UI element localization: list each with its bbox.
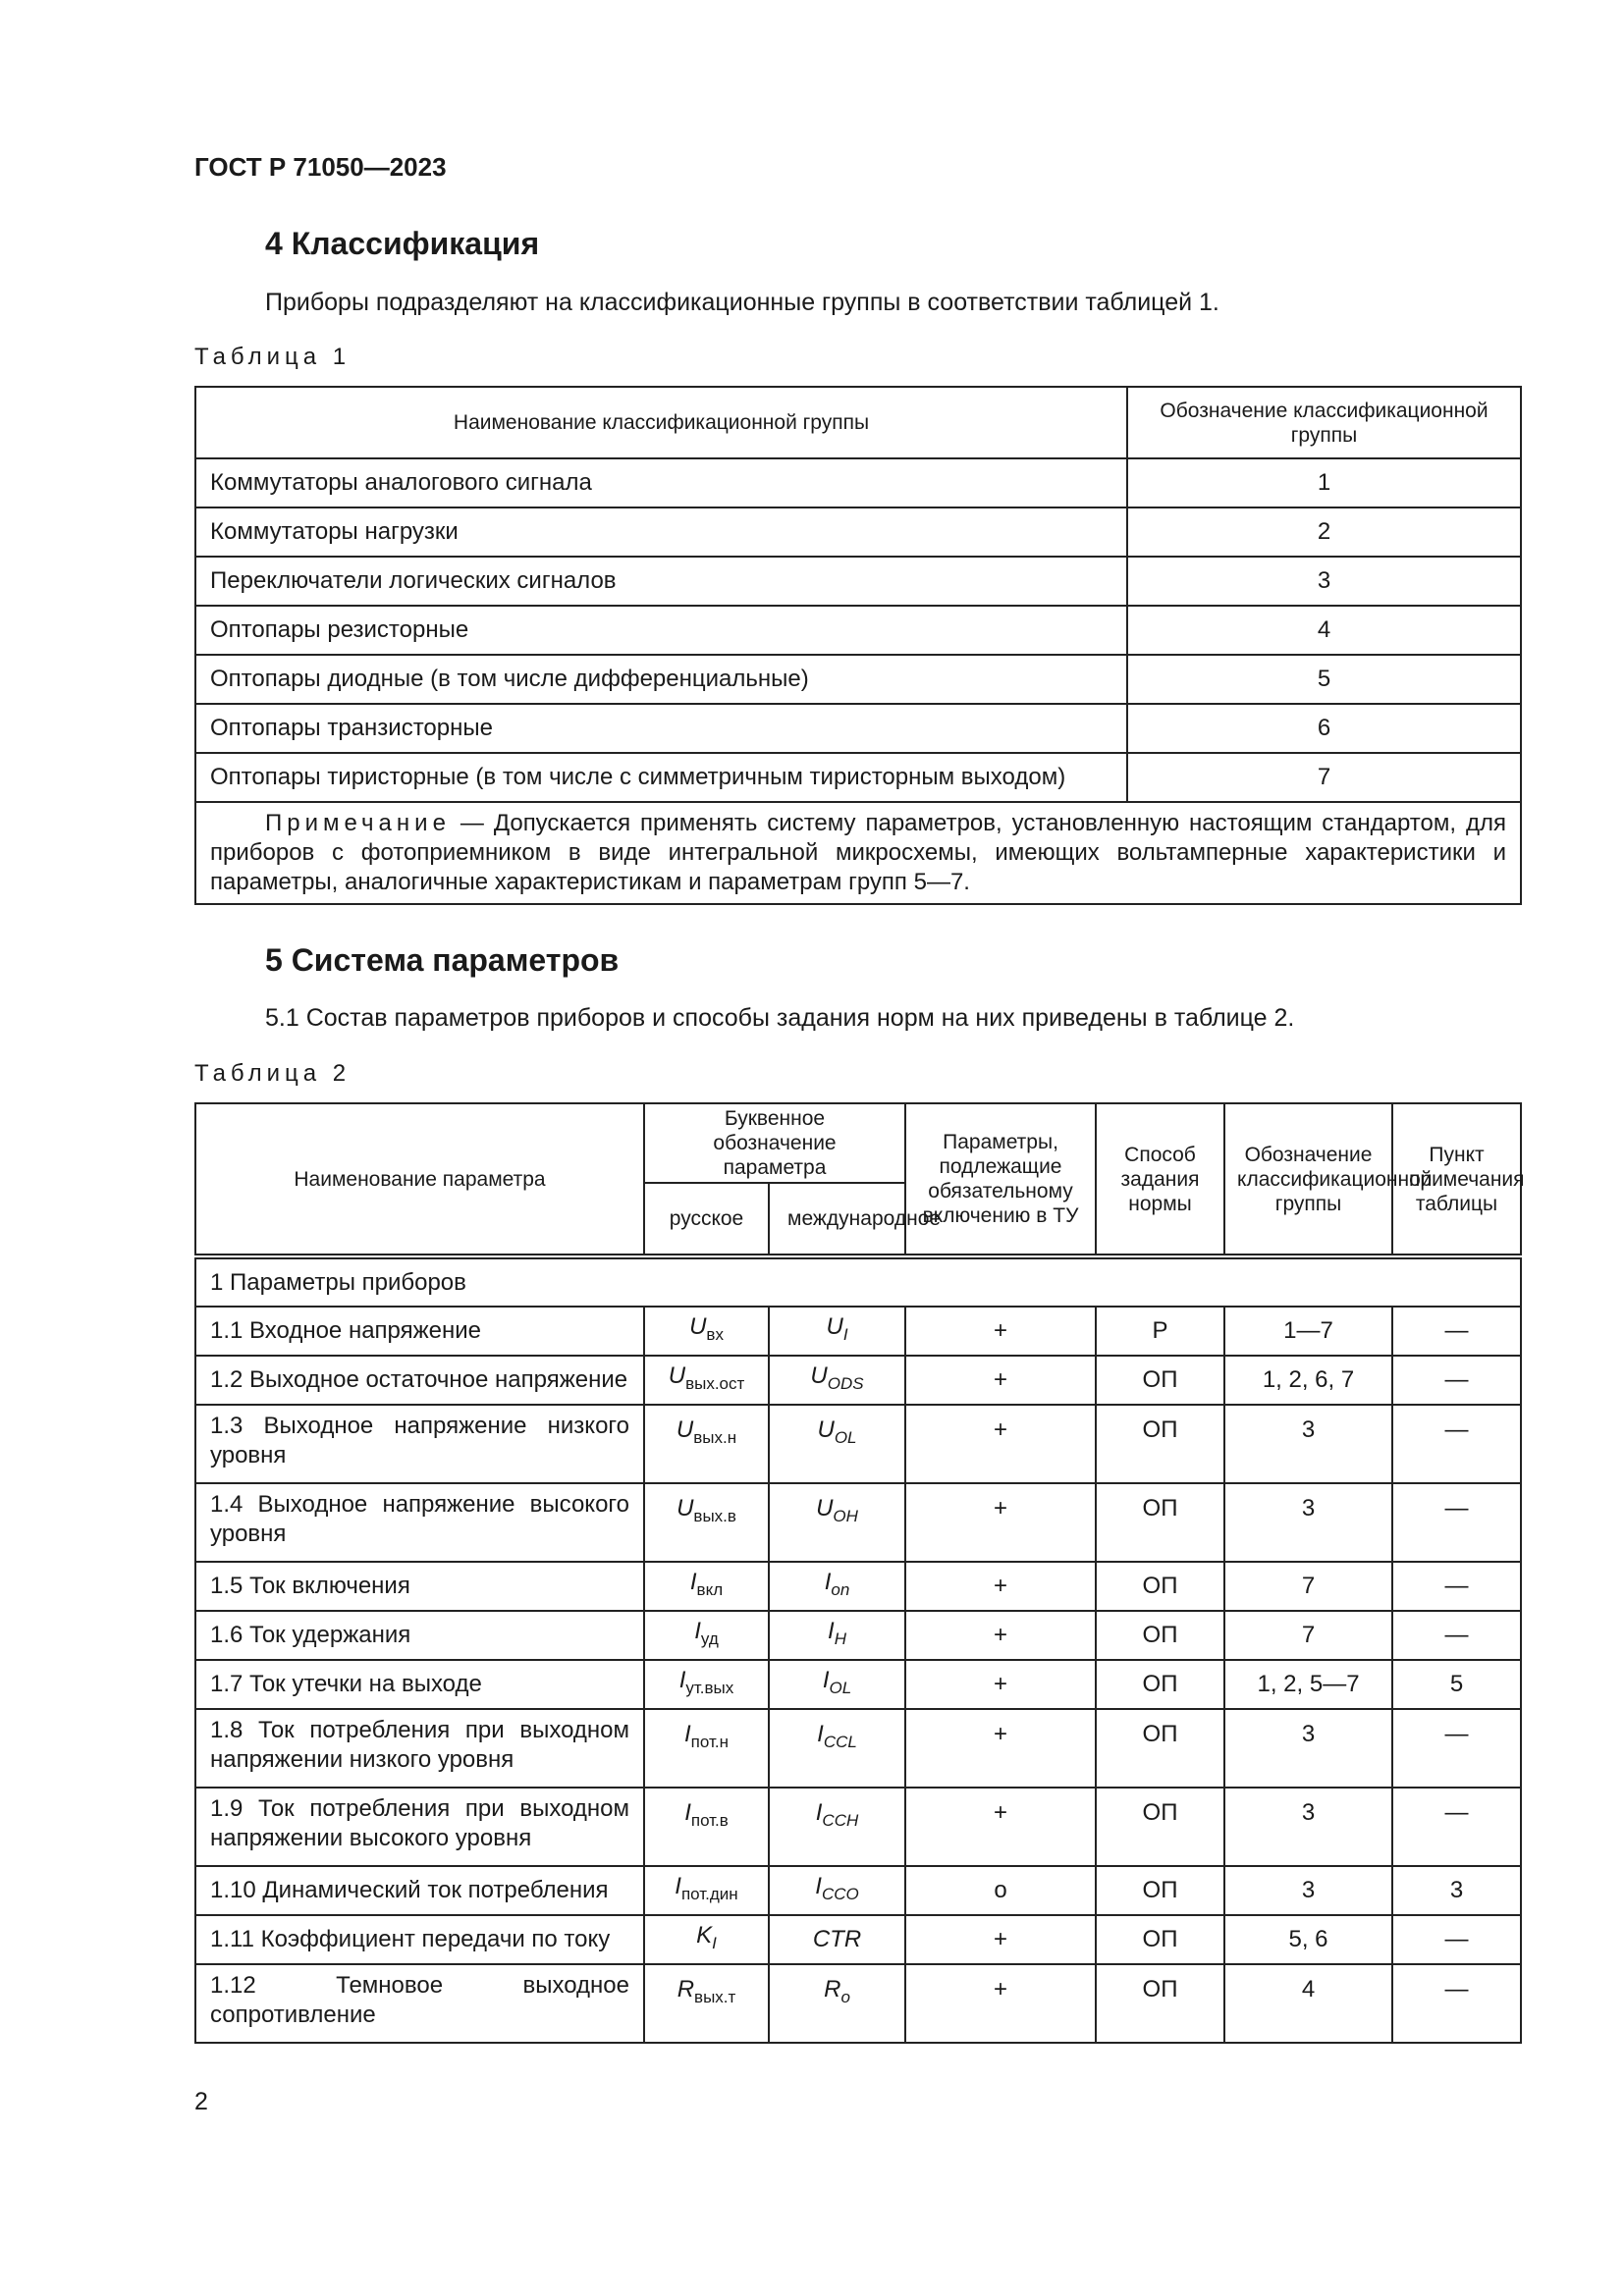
mandatory-mark: +	[905, 1788, 1096, 1866]
classification-group: 7	[1224, 1562, 1392, 1611]
note-reference: —	[1392, 1709, 1521, 1788]
parameter-name: 1.8 Ток потребления при выходном напряжении низкого уровня	[195, 1709, 644, 1788]
group-code: 2	[1127, 507, 1521, 557]
parameter-name: 1.12 Темновое выходное сопротивление	[195, 1964, 644, 2043]
norm-method: Р	[1096, 1307, 1224, 1356]
note-reference: —	[1392, 1611, 1521, 1660]
russian-symbol-letter: U	[689, 1313, 707, 1340]
table-1-caption: Таблица 1	[194, 344, 352, 370]
table-1-row	[195, 458, 1521, 507]
section-4-title: 4 Классификация	[265, 226, 540, 261]
mandatory-mark: +	[905, 1660, 1096, 1709]
intl-symbol-subscript: CCO	[821, 1885, 859, 1903]
norm-method: ОП	[1096, 1483, 1224, 1562]
classification-group: 3	[1224, 1788, 1392, 1866]
mandatory-mark: +	[905, 1405, 1096, 1483]
table-1-row	[195, 704, 1521, 753]
international-symbol	[769, 1562, 905, 1611]
group-name: Оптопары тиристорные (в том числе с симметричным тиристорным выходом)	[195, 753, 1127, 802]
table-2-row	[195, 1405, 1521, 1483]
norm-method: ОП	[1096, 1709, 1224, 1788]
russian-symbol	[644, 1964, 769, 2043]
russian-symbol-letter: K	[696, 1922, 713, 1949]
parameter-name: 1.9 Ток потребления при выходном напряжении высокого уровня	[195, 1788, 644, 1866]
group-name: Оптопары транзисторные	[195, 704, 1127, 753]
international-symbol	[769, 1709, 905, 1788]
intl-symbol-letter: U	[816, 1495, 834, 1522]
international-symbol	[769, 1307, 905, 1356]
note-reference: —	[1392, 1405, 1521, 1483]
russian-symbol-subscript: пот.в	[690, 1811, 729, 1830]
intl-symbol-subscript: OL	[829, 1679, 852, 1697]
header-international: международное	[769, 1183, 905, 1256]
table-1-header-name: Наименование классификационной группы	[195, 387, 1127, 458]
russian-symbol	[644, 1611, 769, 1660]
header-note: Пункт примечания таблицы	[1392, 1103, 1521, 1256]
intl-symbol-letter: I	[815, 1799, 823, 1826]
intl-symbol-subscript: I	[842, 1325, 848, 1344]
table-2-row	[195, 1307, 1521, 1356]
russian-symbol-subscript: вх	[706, 1325, 724, 1344]
intl-symbol-subscript: ODS	[827, 1374, 864, 1393]
table-2-row	[195, 1964, 1521, 2043]
parameter-name: 1.11 Коэффициент передачи по току	[195, 1915, 644, 1964]
table-2-row	[195, 1915, 1521, 1964]
mandatory-mark: +	[905, 1307, 1096, 1356]
intl-symbol-letter: U	[826, 1313, 843, 1340]
group-name: Оптопары резисторные	[195, 606, 1127, 655]
international-symbol	[769, 1611, 905, 1660]
group-row-device-parameters: 1 Параметры приборов	[195, 1256, 1521, 1307]
classification-group: 1, 2, 6, 7	[1224, 1356, 1392, 1405]
document-id: ГОСТ Р 71050—2023	[194, 152, 447, 182]
classification-group: 4	[1224, 1964, 1392, 2043]
norm-method: ОП	[1096, 1611, 1224, 1660]
parameter-name: 1.1 Входное напряжение	[195, 1307, 644, 1356]
russian-symbol-subscript: вых.т	[694, 1988, 736, 2006]
table-2-row	[195, 1562, 1521, 1611]
russian-symbol-letter: I	[678, 1667, 686, 1693]
intl-symbol-subscript: on	[831, 1580, 850, 1599]
table-1-row	[195, 557, 1521, 606]
russian-symbol-subscript: вых.в	[693, 1507, 736, 1525]
note-reference: —	[1392, 1788, 1521, 1866]
note-label: Примечание	[265, 810, 451, 836]
intl-symbol-letter: R	[824, 1976, 841, 2002]
intl-symbol-subscript: OL	[834, 1428, 857, 1447]
norm-method: ОП	[1096, 1915, 1224, 1964]
parameter-name: 1.6 Ток удержания	[195, 1611, 644, 1660]
intl-symbol-letter: I	[817, 1721, 824, 1747]
international-symbol	[769, 1915, 905, 1964]
table-2-row	[195, 1709, 1521, 1788]
group-code: 5	[1127, 655, 1521, 704]
intl-symbol-letter: U	[817, 1416, 835, 1443]
intl-symbol-letter: I	[815, 1873, 822, 1899]
mandatory-mark: +	[905, 1964, 1096, 2043]
table-1	[194, 386, 1522, 905]
section-5-title: 5 Система параметров	[265, 942, 620, 978]
mandatory-mark: +	[905, 1709, 1096, 1788]
intl-symbol-subscript: H	[834, 1629, 846, 1648]
international-symbol	[769, 1964, 905, 2043]
norm-method: ОП	[1096, 1405, 1224, 1483]
intl-symbol-letter: I	[828, 1618, 835, 1644]
note-text: — Допускается применять систему параметров, установленную настоящим стандартом, для приборов с фотоприемником в виде интегральной микросхемы, имеющих вольтамперные характеристики и параметры, аналогичные характеристикам и параметрам групп 5—7.	[210, 810, 1506, 895]
intl-symbol-subscript: OH	[833, 1507, 858, 1525]
group-name: Коммутаторы аналогового сигнала	[195, 458, 1127, 507]
classification-group: 5, 6	[1224, 1915, 1392, 1964]
classification-group: 7	[1224, 1611, 1392, 1660]
russian-symbol	[644, 1483, 769, 1562]
group-code: 3	[1127, 557, 1521, 606]
russian-symbol-letter: I	[684, 1721, 691, 1747]
table-2-row	[195, 1866, 1521, 1915]
section-5-text: 5.1 Состав параметров приборов и способы задания норм на них приведены в таблице 2.	[265, 1004, 1295, 1032]
international-symbol	[769, 1405, 905, 1483]
table-1-note	[195, 802, 1521, 904]
mandatory-mark: +	[905, 1356, 1096, 1405]
header-russian: русское	[644, 1183, 769, 1256]
mandatory-mark: +	[905, 1915, 1096, 1964]
parameter-name: 1.7 Ток утечки на выходе	[195, 1660, 644, 1709]
international-symbol	[769, 1866, 905, 1915]
intl-symbol-letter: I	[822, 1667, 830, 1693]
table-1-row	[195, 507, 1521, 557]
note-reference: —	[1392, 1915, 1521, 1964]
header-mandatory: Параметры, подлежащие обязательному включению в ТУ	[905, 1103, 1096, 1256]
russian-symbol	[644, 1660, 769, 1709]
russian-symbol	[644, 1709, 769, 1788]
russian-symbol-subscript: вых.ост	[685, 1374, 745, 1393]
table-2-row	[195, 1660, 1521, 1709]
international-symbol	[769, 1483, 905, 1562]
russian-symbol-subscript: уд	[700, 1629, 719, 1648]
parameter-name: 1.10 Динамический ток потребления	[195, 1866, 644, 1915]
page-number: 2	[194, 2088, 208, 2115]
norm-method: ОП	[1096, 1562, 1224, 1611]
classification-group: 3	[1224, 1866, 1392, 1915]
russian-symbol-subscript: вых.н	[693, 1428, 737, 1447]
russian-symbol-letter: R	[677, 1976, 695, 2002]
russian-symbol-letter: U	[677, 1495, 694, 1522]
russian-symbol-subscript: пот.дин	[680, 1885, 738, 1903]
table-1-row	[195, 753, 1521, 802]
international-symbol	[769, 1356, 905, 1405]
parameter-name: 1.5 Ток включения	[195, 1562, 644, 1611]
russian-symbol	[644, 1356, 769, 1405]
mandatory-mark: +	[905, 1562, 1096, 1611]
note-reference: —	[1392, 1356, 1521, 1405]
norm-method: ОП	[1096, 1964, 1224, 2043]
norm-method: ОП	[1096, 1788, 1224, 1866]
intl-symbol-subscript: o	[840, 1988, 850, 2006]
russian-symbol-letter: I	[694, 1618, 701, 1644]
note-reference: —	[1392, 1964, 1521, 2043]
mandatory-mark: +	[905, 1483, 1096, 1562]
russian-symbol-letter: I	[684, 1799, 691, 1826]
russian-symbol-subscript: ут.вых	[685, 1679, 734, 1697]
russian-symbol	[644, 1307, 769, 1356]
group-code: 7	[1127, 753, 1521, 802]
russian-symbol	[644, 1562, 769, 1611]
group-name: Переключатели логических сигналов	[195, 557, 1127, 606]
intl-symbol-subscript: CCL	[823, 1733, 857, 1751]
header-letter-designation: Буквенное обозначение параметра	[644, 1103, 905, 1183]
classification-group: 3	[1224, 1405, 1392, 1483]
international-symbol	[769, 1788, 905, 1866]
header-group: Обозначение классификационной группы	[1224, 1103, 1392, 1256]
international-symbol	[769, 1660, 905, 1709]
section-4-text: Приборы подразделяют на классификационные группы в соответствии таблицей 1.	[265, 289, 1219, 316]
mandatory-mark: о	[905, 1866, 1096, 1915]
group-name: Оптопары диодные (в том числе дифференциальные)	[195, 655, 1127, 704]
russian-symbol-subscript: I	[712, 1934, 717, 1952]
intl-symbol-letter: CTR	[812, 1926, 862, 1952]
norm-method: ОП	[1096, 1660, 1224, 1709]
russian-symbol	[644, 1788, 769, 1866]
header-parameter-name: Наименование параметра	[195, 1103, 644, 1256]
table-2-row	[195, 1788, 1521, 1866]
group-code: 4	[1127, 606, 1521, 655]
table-2-row	[195, 1483, 1521, 1562]
classification-group: 3	[1224, 1483, 1392, 1562]
table-1-row	[195, 655, 1521, 704]
parameter-name: 1.3 Выходное напряжение низкого уровня	[195, 1405, 644, 1483]
table-1-header-code: Обозначение классификационной группы	[1127, 387, 1521, 458]
note-reference: —	[1392, 1307, 1521, 1356]
russian-symbol	[644, 1866, 769, 1915]
classification-group: 3	[1224, 1709, 1392, 1788]
table-2-row	[195, 1611, 1521, 1660]
russian-symbol-subscript: вкл	[696, 1580, 724, 1599]
norm-method: ОП	[1096, 1866, 1224, 1915]
russian-symbol-letter: I	[675, 1873, 681, 1899]
parameter-name: 1.2 Выходное остаточное напряжение	[195, 1356, 644, 1405]
norm-method: ОП	[1096, 1356, 1224, 1405]
note-reference: —	[1392, 1483, 1521, 1562]
classification-group: 1, 2, 5—7	[1224, 1660, 1392, 1709]
intl-symbol-letter: U	[810, 1362, 828, 1389]
russian-symbol-letter: I	[689, 1569, 697, 1595]
table-2-caption: Таблица 2	[194, 1060, 352, 1087]
header-method: Способ задания нормы	[1096, 1103, 1224, 1256]
group-code: 1	[1127, 458, 1521, 507]
classification-group: 1—7	[1224, 1307, 1392, 1356]
russian-symbol-letter: U	[676, 1416, 694, 1443]
russian-symbol	[644, 1915, 769, 1964]
mandatory-mark: +	[905, 1611, 1096, 1660]
note-reference: —	[1392, 1562, 1521, 1611]
russian-symbol	[644, 1405, 769, 1483]
group-code: 6	[1127, 704, 1521, 753]
note-reference: 3	[1392, 1866, 1521, 1915]
russian-symbol-letter: U	[668, 1362, 686, 1389]
table-1-row	[195, 606, 1521, 655]
intl-symbol-subscript: CCH	[822, 1811, 859, 1830]
parameter-name: 1.4 Выходное напряжение высокого уровня	[195, 1483, 644, 1562]
note-reference: 5	[1392, 1660, 1521, 1709]
intl-symbol-letter: I	[824, 1569, 832, 1595]
table-2	[194, 1102, 1525, 2044]
russian-symbol-subscript: пот.н	[690, 1733, 729, 1751]
table-2-row	[195, 1356, 1521, 1405]
group-name: Коммутаторы нагрузки	[195, 507, 1127, 557]
